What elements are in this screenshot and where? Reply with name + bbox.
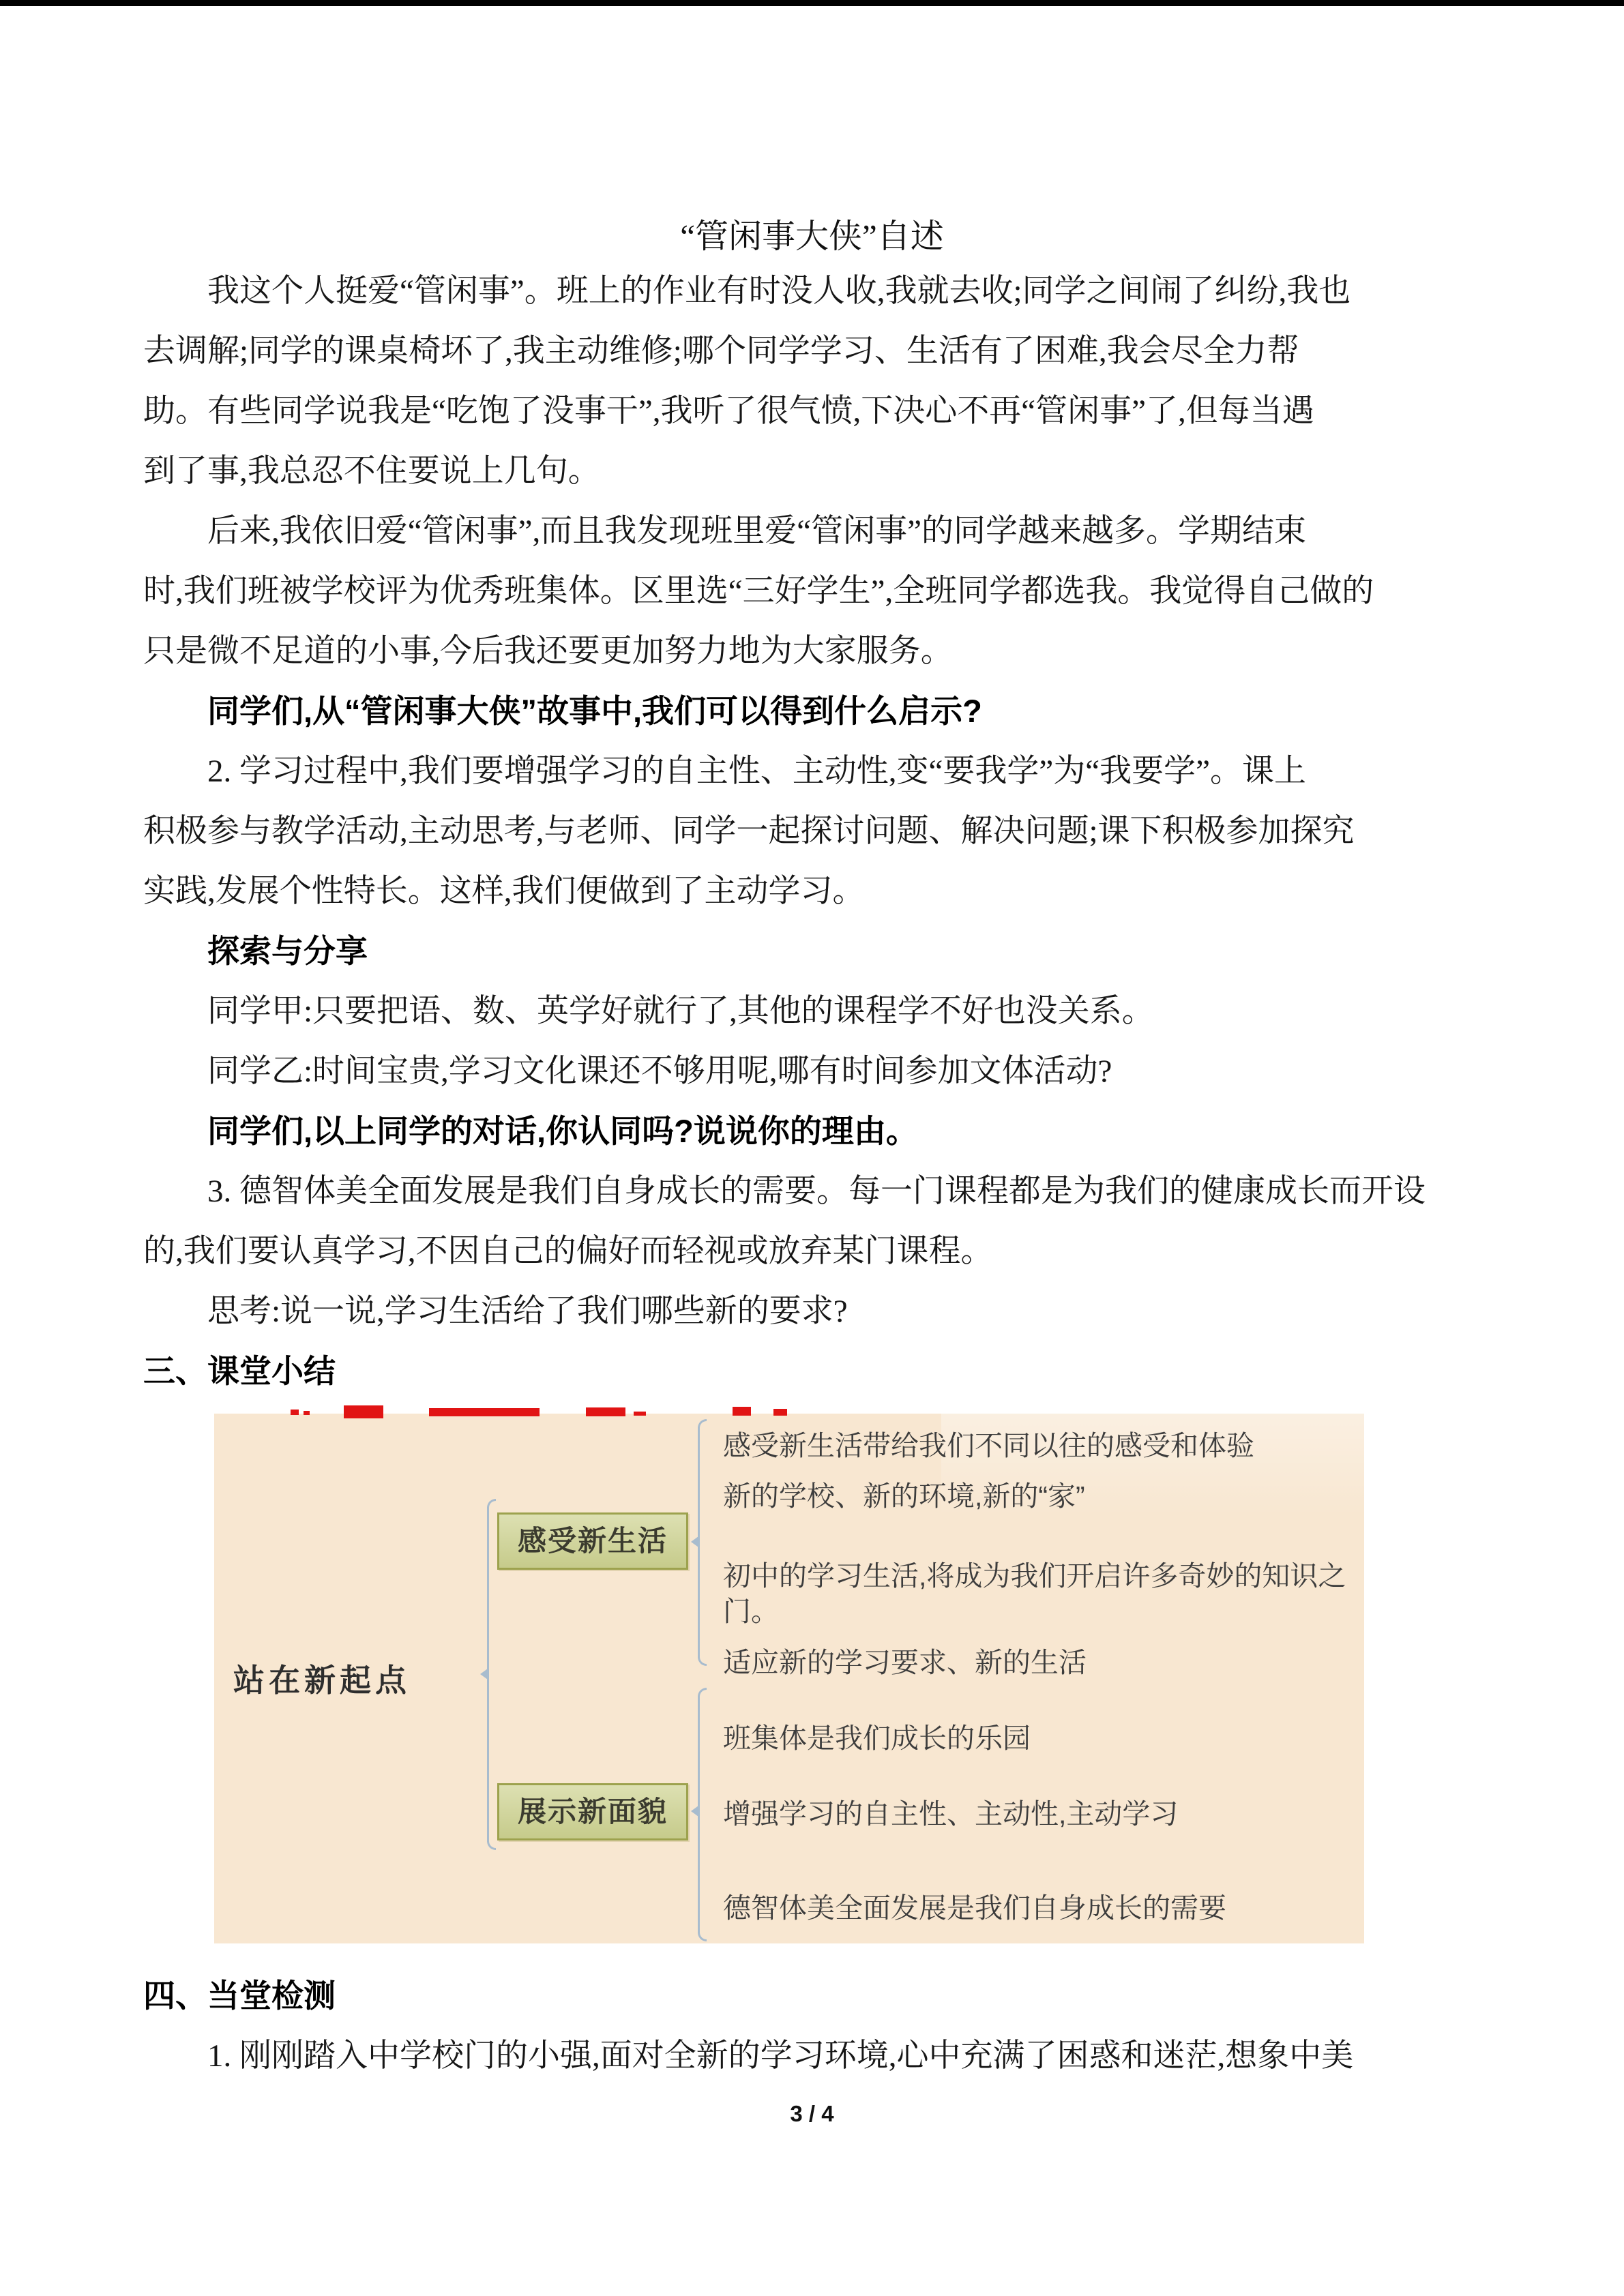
heading-line: 同学们,以上同学的对话,你认同吗?说说你的理由。 [207,1113,918,1149]
branch2-curly-brace [698,1688,709,1941]
branch1-curly-brace [698,1419,709,1666]
body-line: 只是微不足道的小事,今后我还要更加努力地为大家服务。 [143,633,953,669]
body-line: 1. 刚刚踏入中学校门的小强,面对全新的学习环境,心中充满了困惑和迷茫,想象中美 [207,2038,1354,2074]
mindmap-leaf-item: 德智体美全面发展是我们自身成长的需要 [723,1892,1226,1924]
left-curly-brace [487,1499,498,1850]
bottom-text-block [143,1966,1480,2086]
mindmap-leaf-item: 感受新生活带给我们不同以往的感受和体验 [723,1430,1254,1461]
body-line: 同学甲:只要把语、数、英学好就行了,其他的课程学不好也没关系。 [207,994,1154,1029]
body-line: 2. 学习过程中,我们要增强学习的自主性、主动性,变“要我学”为“我要学”。课上 [207,754,1306,789]
body-line: 我这个人挺爱“管闲事”。班上的作业有时没人收,我就去收;同学之间闹了纠纷,我也 [207,273,1351,309]
mindmap-branch-node-2: 展示新面貌 [497,1783,688,1840]
body-line: 思考:说一说,学习生活给了我们哪些新的要求? [207,1294,848,1329]
summary-mindmap-image [214,1414,1364,1943]
mindmap-leaf-item: 班集体是我们成长的乐园 [723,1723,1031,1754]
heading-line: 三、课堂小结 [143,1353,336,1389]
body-line: 到了事,我总忍不住要说上几句。 [143,453,600,489]
body-line: 去调解;同学的课桌椅坏了,我主动维修;哪个同学学习、生活有了困难,我会尽全力帮 [143,333,1299,369]
heading-line: 同学们,从“管闲事大侠”故事中,我们可以得到什么启示? [207,693,982,729]
mindmap-leaf-item: 初中的学习生活,将成为我们开启许多奇妙的知识之门。 [723,1560,1346,1627]
mindmap-leaf-item: 增强学习的自主性、主动性,主动学习 [723,1798,1179,1830]
mindmap-root-node: 站在新起点 [233,1663,411,1698]
body-line: 助。有些同学说我是“吃饱了没事干”,我听了很气愤,下决心不再“管闲事”了,但每当遇 [143,393,1314,429]
heading-line: 四、当堂检测 [143,1978,336,2014]
heading-line: 探索与分享 [207,933,368,969]
body-line: 的,我们要认真学习,不因自己的偏好而轻视或放弃某门课程。 [143,1234,993,1269]
mindmap-leaf-item: 适应新的学习要求、新的生活 [723,1647,1087,1678]
page-title: “管闲事大侠”自述 [680,218,944,255]
body-text-block [143,261,1480,1401]
body-line: 时,我们班被学校评为优秀班集体。区里选“三好学生”,全班同学都选我。我觉得自己做的 [143,573,1374,609]
mindmap-leaf-item: 新的学校、新的环境,新的“家” [723,1480,1085,1512]
mindmap-branch-node-1: 感受新生活 [497,1512,688,1570]
body-line: 实践,发展个性特长。这样,我们便做到了主动学习。 [143,874,865,909]
body-line: 后来,我依旧爱“管闲事”,而且我发现班里爱“管闲事”的同学越来越多。学期结束 [207,513,1306,549]
body-line: 同学乙:时间宝贵,学习文化课还不够用呢,哪有时间参加文体活动? [207,1054,1112,1089]
screenshot-top-edge-bar [0,0,1624,6]
body-line: 积极参与教学活动,主动思考,与老师、同学一起探讨问题、解决问题;课下积极参加探究 [143,814,1355,849]
page-number: 3 / 4 [790,2101,834,2126]
body-line: 3. 德智体美全面发展是我们自身成长的需要。每一门课程都是为我们的健康成长而开设 [207,1174,1426,1209]
